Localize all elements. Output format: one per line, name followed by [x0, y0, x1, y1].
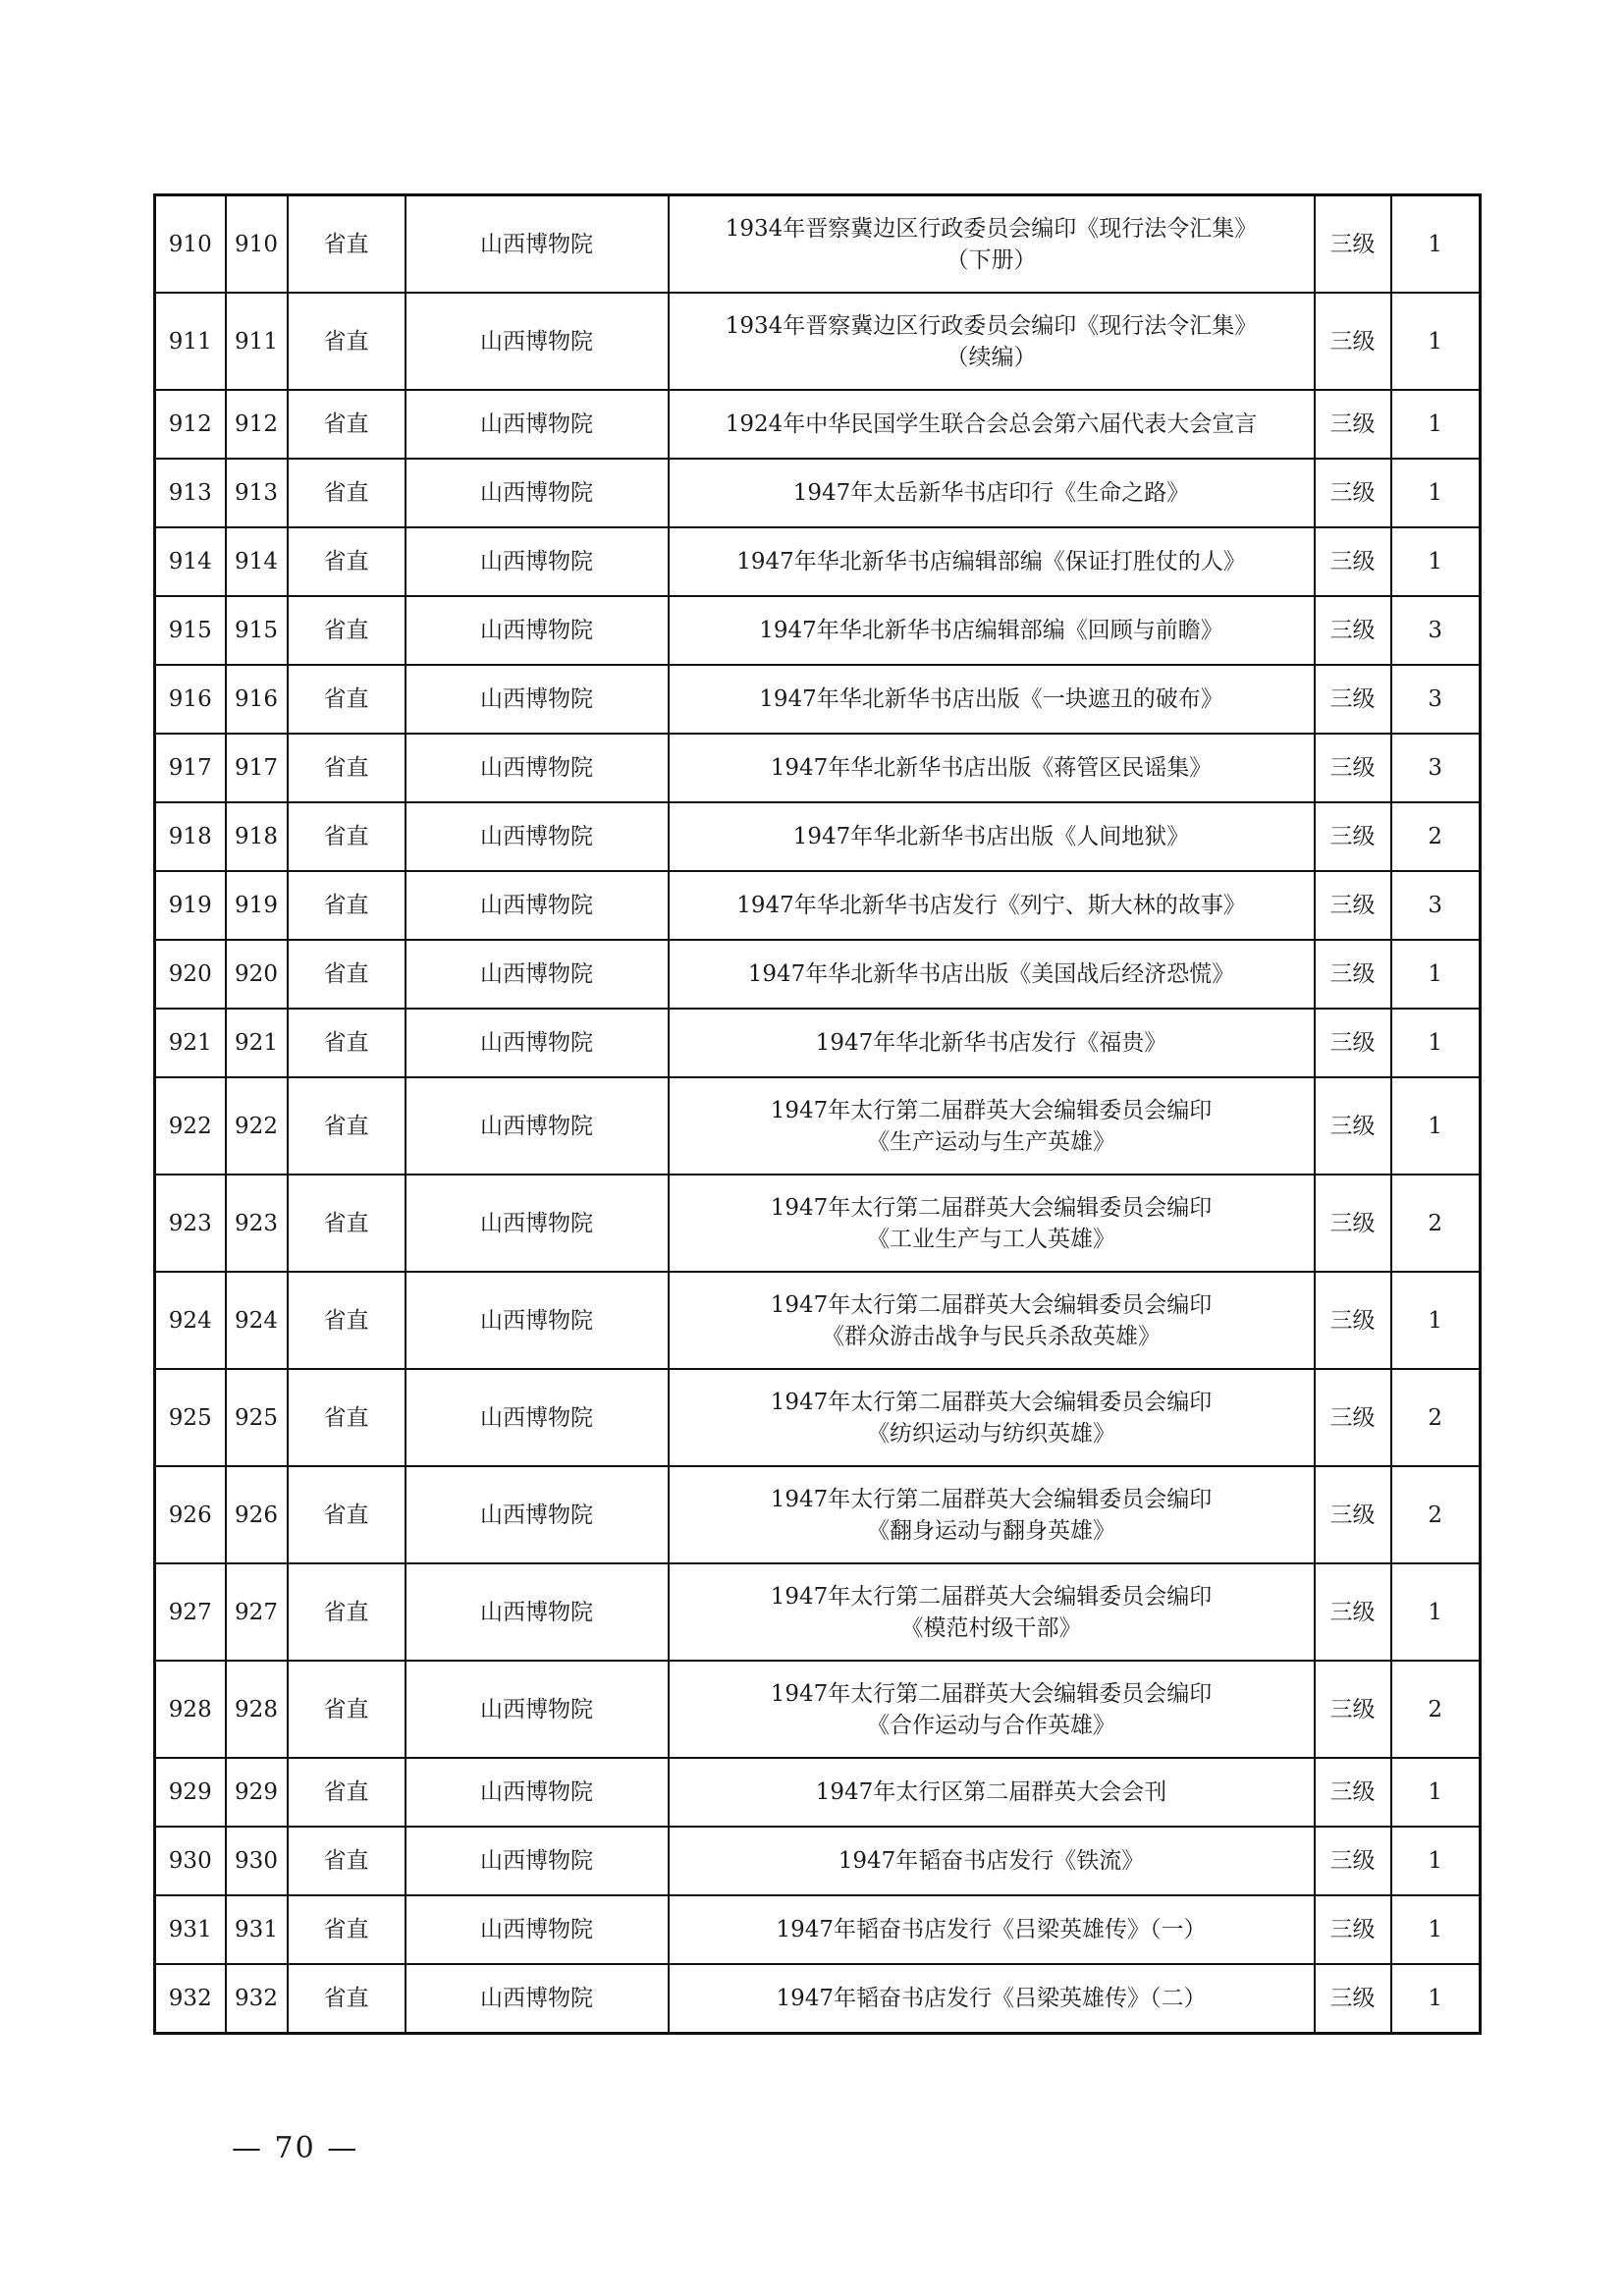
- cell-sequence: 925: [155, 1369, 226, 1466]
- relic-title-line: 《合作运动与合作英雄》: [867, 1712, 1115, 1738]
- cell-quantity: 1: [1391, 940, 1481, 1009]
- cell-collection-unit: 山西博物院: [406, 1964, 669, 2034]
- relic-title-line: 《模范村级干部》: [900, 1614, 1082, 1641]
- page-number: — 70 —: [232, 2131, 359, 2165]
- cell-grade-level: 三级: [1315, 195, 1391, 294]
- cell-number: 924: [226, 1272, 288, 1369]
- cell-collection-unit: 山西博物院: [406, 1895, 669, 1964]
- cell-number: 916: [226, 665, 288, 734]
- table-row: [155, 1827, 1481, 1895]
- cell-relic-title: [669, 1175, 1315, 1272]
- cell-collection-unit: 山西博物院: [406, 390, 669, 459]
- cell-quantity: 1: [1391, 1077, 1481, 1175]
- cell-number: 917: [226, 734, 288, 802]
- cell-sequence: 918: [155, 802, 226, 871]
- table-row: [155, 1272, 1481, 1369]
- cell-number: 929: [226, 1758, 288, 1827]
- cell-relic-title: [669, 734, 1315, 802]
- cell-sequence: 916: [155, 665, 226, 734]
- cell-number: 928: [226, 1661, 288, 1758]
- table-row: [155, 665, 1481, 734]
- cell-number: 926: [226, 1466, 288, 1563]
- cell-number: 932: [226, 1964, 288, 2034]
- cell-region: 省直: [288, 802, 406, 871]
- cell-sequence: 917: [155, 734, 226, 802]
- cell-region: 省直: [288, 459, 406, 527]
- relic-title-line: 1947年太行第二届群英大会编辑委员会编印: [770, 1194, 1213, 1221]
- relic-title-line: 1947年华北新华书店出版《美国战后经济恐慌》: [747, 961, 1235, 987]
- cell-quantity: 1: [1391, 1964, 1481, 2034]
- cell-relic-title: [669, 459, 1315, 527]
- cell-grade-level: 三级: [1315, 1827, 1391, 1895]
- cell-collection-unit: 山西博物院: [406, 1661, 669, 1758]
- relic-title-line: 1947年韬奋书店发行《铁流》: [838, 1848, 1145, 1874]
- relic-title-line: 《群众游击战争与民兵杀敌英雄》: [822, 1323, 1161, 1349]
- cell-region: 省直: [288, 527, 406, 596]
- cell-relic-title: [669, 1009, 1315, 1077]
- cell-relic-title: [669, 871, 1315, 940]
- table-row: [155, 1563, 1481, 1661]
- relic-title-line: 《纺织运动与纺织英雄》: [867, 1420, 1115, 1447]
- relic-title-line: 1947年太岳新华书店印行《生命之路》: [792, 480, 1190, 506]
- cell-quantity: 2: [1391, 802, 1481, 871]
- relic-title-line: 1924年中华民国学生联合会总会第六届代表大会宣言: [725, 411, 1258, 437]
- cell-number: 913: [226, 459, 288, 527]
- cell-sequence: 928: [155, 1661, 226, 1758]
- cell-quantity: 1: [1391, 1895, 1481, 1964]
- cell-quantity: 1: [1391, 1827, 1481, 1895]
- cell-grade-level: 三级: [1315, 1009, 1391, 1077]
- relic-title-line: 1947年华北新华书店编辑部编《保证打胜仗的人》: [736, 549, 1246, 574]
- relic-title-line: 1947年太行第二届群英大会编辑委员会编印: [770, 1583, 1213, 1610]
- table-row: [155, 390, 1481, 459]
- cell-collection-unit: 山西博物院: [406, 1563, 669, 1661]
- cell-number: 923: [226, 1175, 288, 1272]
- relic-title-line: 1947年太行第二届群英大会编辑委员会编印: [770, 1680, 1213, 1707]
- cell-relic-title: [669, 1827, 1315, 1895]
- cell-number: 919: [226, 871, 288, 940]
- cell-region: 省直: [288, 940, 406, 1009]
- cell-region: 省直: [288, 1661, 406, 1758]
- table-row: [155, 293, 1481, 390]
- cell-region: 省直: [288, 1077, 406, 1175]
- cell-number: 912: [226, 390, 288, 459]
- cell-sequence: 913: [155, 459, 226, 527]
- cell-grade-level: 三级: [1315, 1895, 1391, 1964]
- cell-grade-level: 三级: [1315, 293, 1391, 390]
- cell-quantity: 2: [1391, 1369, 1481, 1466]
- cell-sequence: 931: [155, 1895, 226, 1964]
- cell-relic-title: [669, 1758, 1315, 1827]
- cell-quantity: 3: [1391, 871, 1481, 940]
- relic-title-line: 1947年韬奋书店发行《吕梁英雄传》（一）: [776, 1917, 1207, 1942]
- cell-sequence: 921: [155, 1009, 226, 1077]
- cell-collection-unit: 山西博物院: [406, 734, 669, 802]
- table-row: [155, 1077, 1481, 1175]
- cell-quantity: 3: [1391, 665, 1481, 734]
- cell-collection-unit: 山西博物院: [406, 459, 669, 527]
- cell-collection-unit: 山西博物院: [406, 596, 669, 665]
- table-row: [155, 1661, 1481, 1758]
- cell-number: 915: [226, 596, 288, 665]
- relic-title-line: 1947年太行第二届群英大会编辑委员会编印: [770, 1389, 1213, 1415]
- cell-collection-unit: 山西博物院: [406, 1827, 669, 1895]
- cell-number: 910: [226, 195, 288, 294]
- cell-grade-level: 三级: [1315, 1175, 1391, 1272]
- cell-grade-level: 三级: [1315, 1369, 1391, 1466]
- cell-relic-title: [669, 596, 1315, 665]
- cell-sequence: 915: [155, 596, 226, 665]
- cell-quantity: 1: [1391, 293, 1481, 390]
- table-row: [155, 1369, 1481, 1466]
- cell-collection-unit: 山西博物院: [406, 871, 669, 940]
- cell-number: 921: [226, 1009, 288, 1077]
- table-row: [155, 802, 1481, 871]
- cell-grade-level: 三级: [1315, 1077, 1391, 1175]
- cell-quantity: 1: [1391, 1758, 1481, 1827]
- cell-collection-unit: 山西博物院: [406, 1077, 669, 1175]
- cell-quantity: 2: [1391, 1466, 1481, 1563]
- cell-region: 省直: [288, 390, 406, 459]
- cell-grade-level: 三级: [1315, 459, 1391, 527]
- cell-sequence: 914: [155, 527, 226, 596]
- cell-sequence: 930: [155, 1827, 226, 1895]
- cell-grade-level: 三级: [1315, 1466, 1391, 1563]
- cell-relic-title: [669, 1466, 1315, 1563]
- cell-region: 省直: [288, 1895, 406, 1964]
- relic-title-line: 1934年晋察冀边区行政委员会编印《现行法令汇集》: [725, 312, 1258, 339]
- cell-relic-title: [669, 1563, 1315, 1661]
- cell-collection-unit: 山西博物院: [406, 195, 669, 294]
- cell-grade-level: 三级: [1315, 871, 1391, 940]
- table-body: [155, 195, 1481, 2034]
- cell-region: 省直: [288, 1827, 406, 1895]
- cell-sequence: 923: [155, 1175, 226, 1272]
- cell-quantity: 2: [1391, 1661, 1481, 1758]
- cell-number: 930: [226, 1827, 288, 1895]
- cell-quantity: 1: [1391, 1009, 1481, 1077]
- table-row: [155, 940, 1481, 1009]
- table-row: [155, 1466, 1481, 1563]
- cell-relic-title: [669, 665, 1315, 734]
- cell-quantity: 2: [1391, 1175, 1481, 1272]
- cell-relic-title: [669, 1077, 1315, 1175]
- relic-title-line: 1947年太行第二届群英大会编辑委员会编印: [770, 1097, 1213, 1123]
- cell-collection-unit: 山西博物院: [406, 940, 669, 1009]
- relic-title-line: 《翻身运动与翻身英雄》: [867, 1517, 1115, 1544]
- table-row: [155, 871, 1481, 940]
- cell-relic-title: [669, 1964, 1315, 2034]
- relic-title-line: 1947年华北新华书店出版《一块遮丑的破布》: [759, 686, 1223, 712]
- table-row: [155, 734, 1481, 802]
- cell-region: 省直: [288, 1964, 406, 2034]
- table-row: [155, 527, 1481, 596]
- cell-quantity: 3: [1391, 734, 1481, 802]
- cell-number: 920: [226, 940, 288, 1009]
- cell-sequence: 929: [155, 1758, 226, 1827]
- cell-region: 省直: [288, 1563, 406, 1661]
- cell-sequence: 912: [155, 390, 226, 459]
- relic-title-line: 1934年晋察冀边区行政委员会编印《现行法令汇集》: [725, 215, 1258, 242]
- cell-grade-level: 三级: [1315, 527, 1391, 596]
- cell-region: 省直: [288, 293, 406, 390]
- cell-relic-title: [669, 1272, 1315, 1369]
- table-row: [155, 1758, 1481, 1827]
- cell-collection-unit: 山西博物院: [406, 802, 669, 871]
- cell-quantity: 1: [1391, 459, 1481, 527]
- relic-title-line: 1947年华北新华书店发行《福贵》: [815, 1030, 1167, 1056]
- cell-quantity: 3: [1391, 596, 1481, 665]
- cell-number: 911: [226, 293, 288, 390]
- cell-number: 931: [226, 1895, 288, 1964]
- cell-grade-level: 三级: [1315, 596, 1391, 665]
- cell-sequence: 910: [155, 195, 226, 294]
- relic-title-line: 1947年太行第二届群英大会编辑委员会编印: [770, 1486, 1213, 1512]
- cell-relic-title: [669, 195, 1315, 294]
- table-row: [155, 1964, 1481, 2034]
- relic-title-line: 1947年华北新华书店编辑部编《回顾与前瞻》: [759, 618, 1223, 643]
- cell-region: 省直: [288, 596, 406, 665]
- cell-sequence: 932: [155, 1964, 226, 2034]
- cell-quantity: 1: [1391, 1272, 1481, 1369]
- cell-collection-unit: 山西博物院: [406, 293, 669, 390]
- cell-sequence: 924: [155, 1272, 226, 1369]
- cell-number: 925: [226, 1369, 288, 1466]
- relic-title-line: （下册）: [946, 246, 1037, 273]
- cell-grade-level: 三级: [1315, 390, 1391, 459]
- cell-sequence: 927: [155, 1563, 226, 1661]
- table-row: [155, 1175, 1481, 1272]
- cell-relic-title: [669, 527, 1315, 596]
- relic-title-line: 《生产运动与生产英雄》: [867, 1128, 1115, 1155]
- cell-grade-level: 三级: [1315, 1272, 1391, 1369]
- cell-grade-level: 三级: [1315, 1661, 1391, 1758]
- cell-region: 省直: [288, 195, 406, 294]
- cell-number: 922: [226, 1077, 288, 1175]
- table-row: [155, 1895, 1481, 1964]
- cell-collection-unit: 山西博物院: [406, 1369, 669, 1466]
- relic-title-line: 1947年华北新华书店出版《蒋管区民谣集》: [770, 755, 1213, 781]
- cell-relic-title: [669, 293, 1315, 390]
- cell-sequence: 911: [155, 293, 226, 390]
- relic-title-line: 1947年华北新华书店发行《列宁、斯大林的故事》: [736, 893, 1246, 918]
- table-row: [155, 596, 1481, 665]
- cell-relic-title: [669, 940, 1315, 1009]
- cell-quantity: 1: [1391, 195, 1481, 294]
- cell-collection-unit: 山西博物院: [406, 1272, 669, 1369]
- relic-title-line: 1947年太行区第二届群英大会会刊: [815, 1779, 1167, 1805]
- cell-quantity: 1: [1391, 1563, 1481, 1661]
- relic-title-line: 1947年韬奋书店发行《吕梁英雄传》（二）: [776, 1986, 1207, 2011]
- cell-collection-unit: 山西博物院: [406, 1009, 669, 1077]
- cell-quantity: 1: [1391, 390, 1481, 459]
- cell-grade-level: 三级: [1315, 665, 1391, 734]
- cell-region: 省直: [288, 1758, 406, 1827]
- cell-region: 省直: [288, 665, 406, 734]
- table-row: [155, 195, 1481, 294]
- relic-title-line: 1947年华北新华书店出版《人间地狱》: [792, 824, 1190, 849]
- cell-number: 914: [226, 527, 288, 596]
- cell-region: 省直: [288, 1369, 406, 1466]
- cell-grade-level: 三级: [1315, 940, 1391, 1009]
- cell-region: 省直: [288, 871, 406, 940]
- cell-collection-unit: 山西博物院: [406, 527, 669, 596]
- cell-relic-title: [669, 390, 1315, 459]
- cell-grade-level: 三级: [1315, 1758, 1391, 1827]
- relic-title-line: 《工业生产与工人英雄》: [867, 1226, 1115, 1252]
- cell-grade-level: 三级: [1315, 1563, 1391, 1661]
- cell-region: 省直: [288, 1175, 406, 1272]
- cell-collection-unit: 山西博物院: [406, 1175, 669, 1272]
- cell-grade-level: 三级: [1315, 734, 1391, 802]
- cell-collection-unit: 山西博物院: [406, 1466, 669, 1563]
- cell-sequence: 920: [155, 940, 226, 1009]
- cell-grade-level: 三级: [1315, 802, 1391, 871]
- cell-collection-unit: 山西博物院: [406, 1758, 669, 1827]
- cell-sequence: 922: [155, 1077, 226, 1175]
- cell-relic-title: [669, 1661, 1315, 1758]
- cell-region: 省直: [288, 1272, 406, 1369]
- cultural-relics-table: [153, 193, 1482, 2035]
- cell-number: 918: [226, 802, 288, 871]
- relic-title-line: 1947年太行第二届群英大会编辑委员会编印: [770, 1291, 1213, 1318]
- cell-sequence: 919: [155, 871, 226, 940]
- cell-relic-title: [669, 1895, 1315, 1964]
- cell-region: 省直: [288, 1466, 406, 1563]
- cell-collection-unit: 山西博物院: [406, 665, 669, 734]
- cell-region: 省直: [288, 734, 406, 802]
- table-row: [155, 1009, 1481, 1077]
- table-row: [155, 459, 1481, 527]
- cell-relic-title: [669, 802, 1315, 871]
- cell-relic-title: [669, 1369, 1315, 1466]
- cell-sequence: 926: [155, 1466, 226, 1563]
- cell-grade-level: 三级: [1315, 1964, 1391, 2034]
- cell-number: 927: [226, 1563, 288, 1661]
- relic-title-line: （续编）: [946, 344, 1037, 370]
- cell-region: 省直: [288, 1009, 406, 1077]
- cell-quantity: 1: [1391, 527, 1481, 596]
